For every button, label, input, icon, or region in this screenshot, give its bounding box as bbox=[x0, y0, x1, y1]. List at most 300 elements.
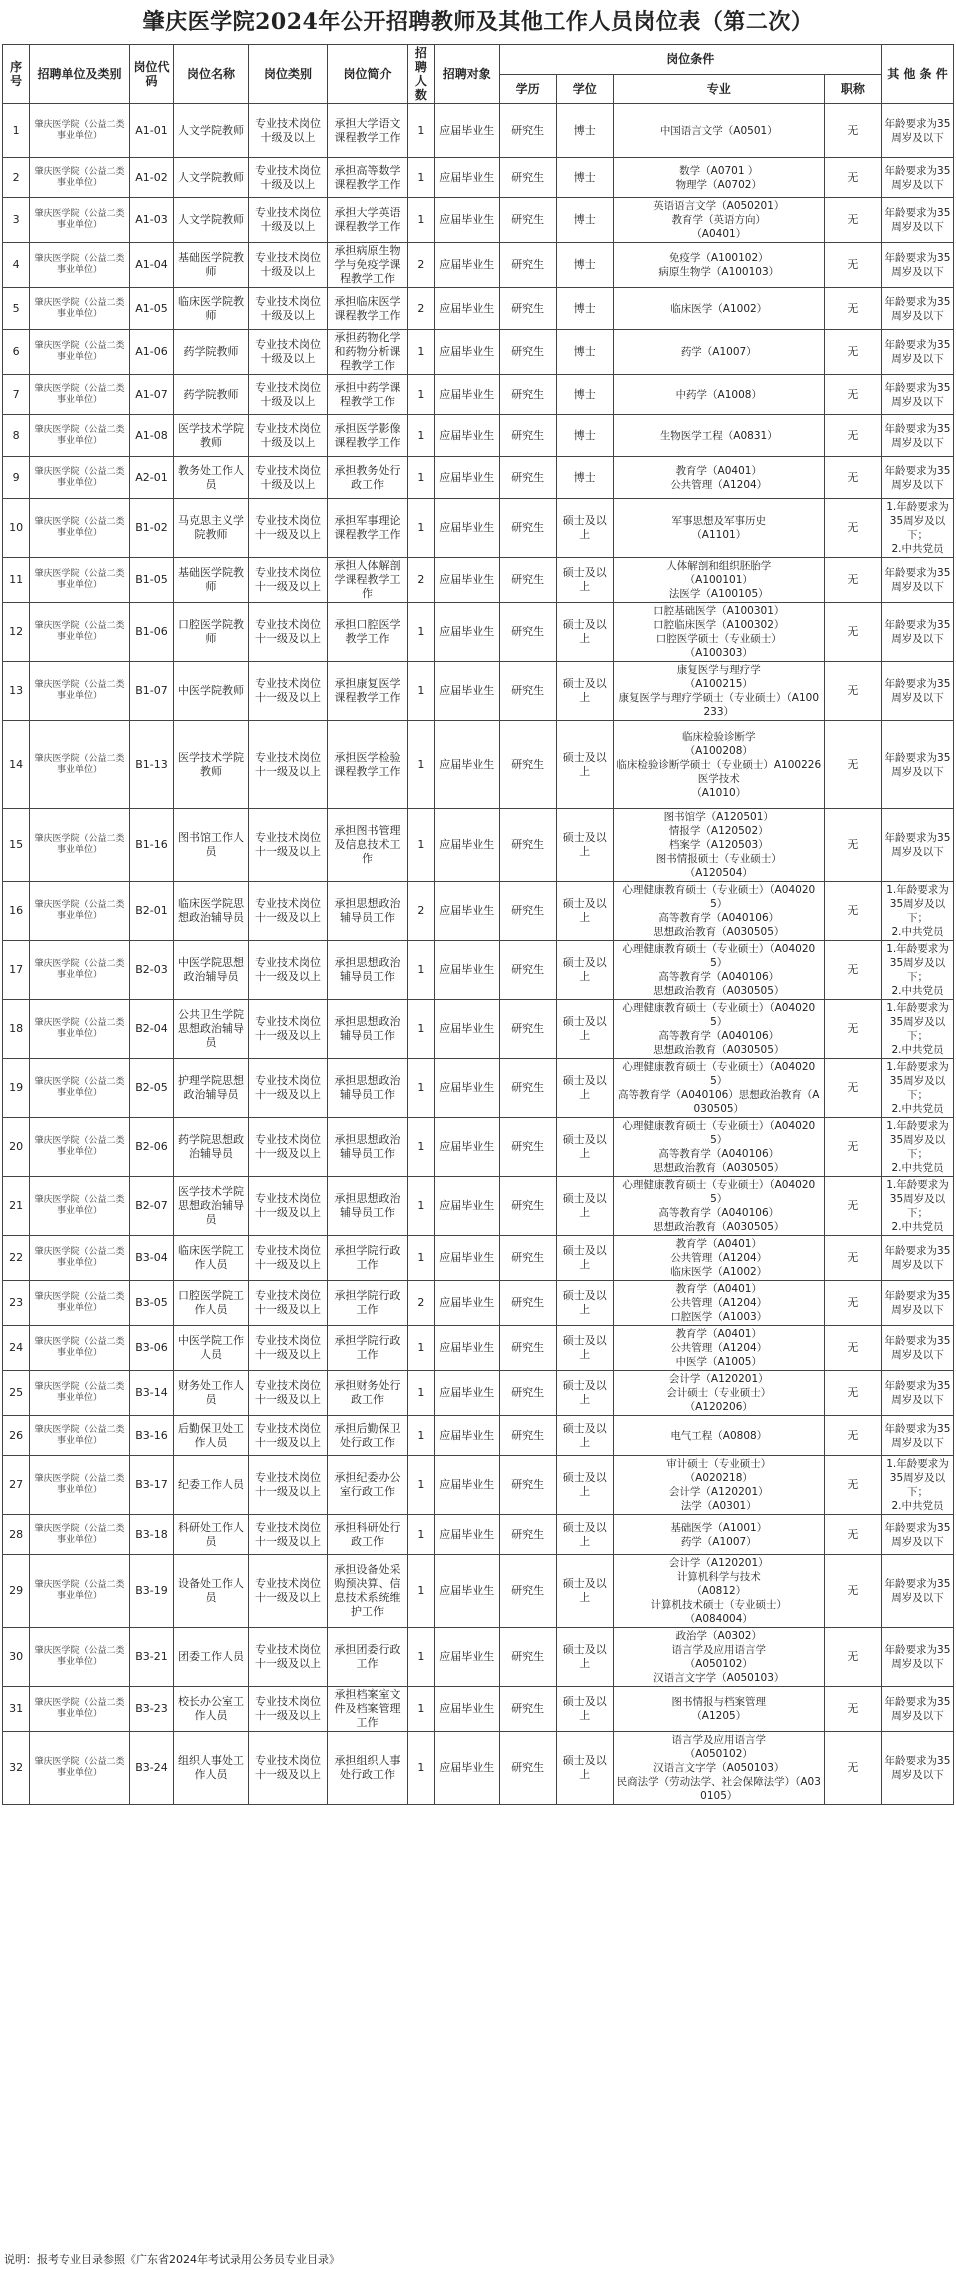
cell-seq: 19 bbox=[3, 1059, 30, 1118]
cell-code: B2-07 bbox=[129, 1177, 174, 1236]
cell-major: 会计学（A120201） 计算机科学与技术 （A0812） 计算机技术硕士（专业硕士） （A084004） bbox=[613, 1555, 824, 1628]
cell-category: 专业技术岗位十一级及以上 bbox=[248, 1555, 327, 1628]
cell-code: B3-23 bbox=[129, 1687, 174, 1732]
cell-unit: 肇庆医学院（公益二类事业单位） bbox=[30, 1456, 129, 1515]
cell-major: 图书馆学（A120501） 情报学（A120502） 档案学（A120503） 图书情报硕士（专业硕士） （A120504） bbox=[613, 809, 824, 882]
cell-name: 医学技术学院教师 bbox=[174, 415, 248, 457]
table-row bbox=[3, 1326, 954, 1371]
cell-title: 无 bbox=[824, 1515, 881, 1555]
cell-major: 人体解剖和组织胚胎学 （A100101） 法医学（A100105） bbox=[613, 558, 824, 603]
cell-name: 团委工作人员 bbox=[174, 1628, 248, 1687]
cell-other: 年龄要求为35周岁及以下 bbox=[881, 1236, 953, 1281]
cell-unit: 肇庆医学院（公益二类事业单位） bbox=[30, 1281, 129, 1326]
table-row bbox=[3, 1118, 954, 1177]
cell-other: 年龄要求为35周岁及以下 bbox=[881, 158, 953, 198]
cell-category: 专业技术岗位十一级及以上 bbox=[248, 1416, 327, 1456]
cell-count: 1 bbox=[407, 1555, 434, 1628]
cell-target: 应届毕业生 bbox=[435, 198, 500, 243]
cell-major: 审计硕士（专业硕士） （A020218） 会计学（A120201） 法学（A0301） bbox=[613, 1456, 824, 1515]
cell-degree: 硕士及以上 bbox=[556, 662, 613, 721]
cell-name: 药学院教师 bbox=[174, 375, 248, 415]
cell-title: 无 bbox=[824, 457, 881, 499]
cell-intro: 承担思想政治辅导员工作 bbox=[328, 882, 407, 941]
cell-degree: 博士 bbox=[556, 457, 613, 499]
cell-title: 无 bbox=[824, 1326, 881, 1371]
cell-other: 1.年龄要求为35周岁及以下； 2.中共党员 bbox=[881, 1059, 953, 1118]
cell-name: 科研处工作人员 bbox=[174, 1515, 248, 1555]
cell-code: B2-01 bbox=[129, 882, 174, 941]
cell-other: 1.年龄要求为35周岁及以下； 2.中共党员 bbox=[881, 882, 953, 941]
cell-seq: 7 bbox=[3, 375, 30, 415]
cell-seq: 1 bbox=[3, 104, 30, 158]
cell-major: 会计学（A120201） 会计硕士（专业硕士） （A120206） bbox=[613, 1371, 824, 1416]
cell-category: 专业技术岗位十一级及以上 bbox=[248, 1118, 327, 1177]
cell-education: 研究生 bbox=[499, 198, 556, 243]
cell-title: 无 bbox=[824, 104, 881, 158]
cell-unit: 肇庆医学院（公益二类事业单位） bbox=[30, 1118, 129, 1177]
cell-category: 专业技术岗位十级及以上 bbox=[248, 104, 327, 158]
cell-title: 无 bbox=[824, 603, 881, 662]
cell-intro: 承担高等数学课程教学工作 bbox=[328, 158, 407, 198]
cell-intro: 承担学院行政工作 bbox=[328, 1236, 407, 1281]
cell-title: 无 bbox=[824, 1059, 881, 1118]
cell-name: 马克思主义学院教师 bbox=[174, 499, 248, 558]
cell-title: 无 bbox=[824, 1456, 881, 1515]
cell-count: 1 bbox=[407, 1000, 434, 1059]
cell-unit: 肇庆医学院（公益二类事业单位） bbox=[30, 1628, 129, 1687]
header-conditions: 岗位条件 bbox=[499, 45, 881, 75]
cell-target: 应届毕业生 bbox=[435, 809, 500, 882]
cell-target: 应届毕业生 bbox=[435, 415, 500, 457]
cell-code: B3-06 bbox=[129, 1326, 174, 1371]
cell-intro: 承担大学语文课程教学工作 bbox=[328, 104, 407, 158]
cell-title: 无 bbox=[824, 1416, 881, 1456]
table-row bbox=[3, 1732, 954, 1805]
table-row bbox=[3, 603, 954, 662]
cell-intro: 承担军事理论课程教学工作 bbox=[328, 499, 407, 558]
cell-unit: 肇庆医学院（公益二类事业单位） bbox=[30, 499, 129, 558]
cell-target: 应届毕业生 bbox=[435, 1177, 500, 1236]
cell-name: 医学技术学院思想政治辅导员 bbox=[174, 1177, 248, 1236]
cell-name: 口腔医学院教师 bbox=[174, 603, 248, 662]
positions-table bbox=[2, 44, 954, 1805]
cell-target: 应届毕业生 bbox=[435, 1628, 500, 1687]
cell-title: 无 bbox=[824, 375, 881, 415]
cell-category: 专业技术岗位十一级及以上 bbox=[248, 1456, 327, 1515]
cell-degree: 博士 bbox=[556, 375, 613, 415]
cell-degree: 硕士及以上 bbox=[556, 499, 613, 558]
cell-degree: 硕士及以上 bbox=[556, 721, 613, 809]
cell-target: 应届毕业生 bbox=[435, 1326, 500, 1371]
cell-other: 年龄要求为35周岁及以下 bbox=[881, 415, 953, 457]
table-row bbox=[3, 1281, 954, 1326]
cell-category: 专业技术岗位十一级及以上 bbox=[248, 1177, 327, 1236]
cell-intro: 承担图书管理及信息技术工作 bbox=[328, 809, 407, 882]
cell-seq: 27 bbox=[3, 1456, 30, 1515]
cell-other: 年龄要求为35周岁及以下 bbox=[881, 603, 953, 662]
cell-code: A1-02 bbox=[129, 158, 174, 198]
cell-education: 研究生 bbox=[499, 1732, 556, 1805]
cell-seq: 2 bbox=[3, 158, 30, 198]
cell-degree: 硕士及以上 bbox=[556, 1177, 613, 1236]
cell-code: B3-24 bbox=[129, 1732, 174, 1805]
cell-name: 教务处工作人员 bbox=[174, 457, 248, 499]
cell-count: 2 bbox=[407, 1281, 434, 1326]
cell-degree: 硕士及以上 bbox=[556, 1732, 613, 1805]
cell-degree: 硕士及以上 bbox=[556, 1416, 613, 1456]
cell-name: 临床医学院思想政治辅导员 bbox=[174, 882, 248, 941]
cell-intro: 承担设备处采购预决算、信息技术系统维护工作 bbox=[328, 1555, 407, 1628]
cell-code: A1-07 bbox=[129, 375, 174, 415]
cell-major: 心理健康教育硕士（专业硕士）（A040205） 高等教育学（A040106） 思想政治教育（A030505） bbox=[613, 941, 824, 1000]
cell-degree: 硕士及以上 bbox=[556, 1118, 613, 1177]
cell-name: 药学院教师 bbox=[174, 330, 248, 375]
cell-code: B1-16 bbox=[129, 809, 174, 882]
cell-unit: 肇庆医学院（公益二类事业单位） bbox=[30, 1515, 129, 1555]
cell-degree: 硕士及以上 bbox=[556, 1059, 613, 1118]
table-row bbox=[3, 1555, 954, 1628]
cell-target: 应届毕业生 bbox=[435, 499, 500, 558]
cell-count: 1 bbox=[407, 1416, 434, 1456]
cell-code: A1-05 bbox=[129, 288, 174, 330]
table-row bbox=[3, 1371, 954, 1416]
cell-unit: 肇庆医学院（公益二类事业单位） bbox=[30, 1732, 129, 1805]
cell-code: B2-05 bbox=[129, 1059, 174, 1118]
cell-degree: 硕士及以上 bbox=[556, 1326, 613, 1371]
cell-category: 专业技术岗位十一级及以上 bbox=[248, 1371, 327, 1416]
cell-count: 1 bbox=[407, 1326, 434, 1371]
cell-title: 无 bbox=[824, 662, 881, 721]
cell-title: 无 bbox=[824, 1371, 881, 1416]
cell-seq: 20 bbox=[3, 1118, 30, 1177]
cell-title: 无 bbox=[824, 558, 881, 603]
cell-major: 电气工程（A0808） bbox=[613, 1416, 824, 1456]
cell-count: 1 bbox=[407, 1236, 434, 1281]
cell-intro: 承担药物化学和药物分析课程教学工作 bbox=[328, 330, 407, 375]
cell-seq: 4 bbox=[3, 243, 30, 288]
cell-degree: 硕士及以上 bbox=[556, 809, 613, 882]
cell-title: 无 bbox=[824, 330, 881, 375]
cell-major: 图书情报与档案管理 （A1205） bbox=[613, 1687, 824, 1732]
cell-name: 后勤保卫处工作人员 bbox=[174, 1416, 248, 1456]
table-row bbox=[3, 104, 954, 158]
cell-title: 无 bbox=[824, 1236, 881, 1281]
cell-name: 公共卫生学院思想政治辅导员 bbox=[174, 1000, 248, 1059]
cell-major: 心理健康教育硕士（专业硕士）（A040205） 高等教育学（A040106） 思想政治教育（A030505） bbox=[613, 882, 824, 941]
cell-intro: 承担口腔医学教学工作 bbox=[328, 603, 407, 662]
cell-code: B3-05 bbox=[129, 1281, 174, 1326]
cell-education: 研究生 bbox=[499, 882, 556, 941]
cell-count: 1 bbox=[407, 721, 434, 809]
cell-name: 中医学院思想政治辅导员 bbox=[174, 941, 248, 1000]
cell-target: 应届毕业生 bbox=[435, 941, 500, 1000]
cell-education: 研究生 bbox=[499, 1628, 556, 1687]
cell-major: 临床检验诊断学 （A100208） 临床检验诊断学硕士（专业硕士）A100226 医学技术 （A1010） bbox=[613, 721, 824, 809]
cell-title: 无 bbox=[824, 882, 881, 941]
cell-code: B3-14 bbox=[129, 1371, 174, 1416]
cell-intro: 承担教务处行政工作 bbox=[328, 457, 407, 499]
cell-degree: 博士 bbox=[556, 243, 613, 288]
cell-code: A1-01 bbox=[129, 104, 174, 158]
cell-code: B1-06 bbox=[129, 603, 174, 662]
cell-category: 专业技术岗位十一级及以上 bbox=[248, 1281, 327, 1326]
cell-intro: 承担医学影像课程教学工作 bbox=[328, 415, 407, 457]
cell-name: 图书馆工作人员 bbox=[174, 809, 248, 882]
table-row bbox=[3, 375, 954, 415]
cell-education: 研究生 bbox=[499, 1371, 556, 1416]
cell-count: 1 bbox=[407, 1515, 434, 1555]
cell-code: B1-07 bbox=[129, 662, 174, 721]
cell-degree: 博士 bbox=[556, 330, 613, 375]
cell-category: 专业技术岗位十级及以上 bbox=[248, 243, 327, 288]
table-row bbox=[3, 1456, 954, 1515]
cell-code: B3-21 bbox=[129, 1628, 174, 1687]
table-row bbox=[3, 941, 954, 1000]
cell-unit: 肇庆医学院（公益二类事业单位） bbox=[30, 243, 129, 288]
cell-name: 组织人事处工作人员 bbox=[174, 1732, 248, 1805]
cell-unit: 肇庆医学院（公益二类事业单位） bbox=[30, 809, 129, 882]
cell-title: 无 bbox=[824, 243, 881, 288]
footnote: 说明：报考专业目录参照《广东省2024年考试录用公务员专业目录》 bbox=[4, 2253, 340, 2266]
cell-count: 1 bbox=[407, 1059, 434, 1118]
cell-title: 无 bbox=[824, 1281, 881, 1326]
cell-unit: 肇庆医学院（公益二类事业单位） bbox=[30, 941, 129, 1000]
cell-target: 应届毕业生 bbox=[435, 721, 500, 809]
cell-title: 无 bbox=[824, 1000, 881, 1059]
cell-count: 1 bbox=[407, 1177, 434, 1236]
cell-target: 应届毕业生 bbox=[435, 1555, 500, 1628]
cell-education: 研究生 bbox=[499, 158, 556, 198]
cell-intro: 承担学院行政工作 bbox=[328, 1281, 407, 1326]
cell-target: 应届毕业生 bbox=[435, 1059, 500, 1118]
cell-target: 应届毕业生 bbox=[435, 1236, 500, 1281]
cell-code: B2-03 bbox=[129, 941, 174, 1000]
cell-intro: 承担纪委办公室行政工作 bbox=[328, 1456, 407, 1515]
cell-intro: 承担中药学课程教学工作 bbox=[328, 375, 407, 415]
cell-name: 纪委工作人员 bbox=[174, 1456, 248, 1515]
cell-name: 校长办公室工作人员 bbox=[174, 1687, 248, 1732]
header-count: 招聘人数 bbox=[407, 45, 434, 104]
cell-education: 研究生 bbox=[499, 1118, 556, 1177]
cell-major: 基础医学（A1001） 药学（A1007） bbox=[613, 1515, 824, 1555]
cell-target: 应届毕业生 bbox=[435, 457, 500, 499]
cell-degree: 硕士及以上 bbox=[556, 882, 613, 941]
cell-count: 2 bbox=[407, 288, 434, 330]
cell-category: 专业技术岗位十一级及以上 bbox=[248, 662, 327, 721]
cell-category: 专业技术岗位十一级及以上 bbox=[248, 1687, 327, 1732]
cell-major: 生物医学工程（A0831） bbox=[613, 415, 824, 457]
cell-education: 研究生 bbox=[499, 1281, 556, 1326]
cell-education: 研究生 bbox=[499, 330, 556, 375]
cell-category: 专业技术岗位十级及以上 bbox=[248, 457, 327, 499]
table-row bbox=[3, 1000, 954, 1059]
cell-target: 应届毕业生 bbox=[435, 1687, 500, 1732]
cell-degree: 硕士及以上 bbox=[556, 1371, 613, 1416]
cell-other: 年龄要求为35周岁及以下 bbox=[881, 558, 953, 603]
table-row bbox=[3, 809, 954, 882]
cell-intro: 承担学院行政工作 bbox=[328, 1326, 407, 1371]
cell-unit: 肇庆医学院（公益二类事业单位） bbox=[30, 1236, 129, 1281]
cell-name: 临床医学院教师 bbox=[174, 288, 248, 330]
cell-other: 年龄要求为35周岁及以下 bbox=[881, 1281, 953, 1326]
cell-intro: 承担思想政治辅导员工作 bbox=[328, 941, 407, 1000]
cell-target: 应届毕业生 bbox=[435, 1281, 500, 1326]
table-row bbox=[3, 457, 954, 499]
cell-seq: 32 bbox=[3, 1732, 30, 1805]
cell-intro: 承担财务处行政工作 bbox=[328, 1371, 407, 1416]
cell-intro: 承担科研处行政工作 bbox=[328, 1515, 407, 1555]
cell-other: 年龄要求为35周岁及以下 bbox=[881, 1515, 953, 1555]
table-row bbox=[3, 288, 954, 330]
header-name: 岗位名称 bbox=[174, 45, 248, 104]
cell-unit: 肇庆医学院（公益二类事业单位） bbox=[30, 1059, 129, 1118]
cell-category: 专业技术岗位十级及以上 bbox=[248, 158, 327, 198]
cell-count: 2 bbox=[407, 243, 434, 288]
cell-education: 研究生 bbox=[499, 558, 556, 603]
cell-unit: 肇庆医学院（公益二类事业单位） bbox=[30, 603, 129, 662]
cell-degree: 硕士及以上 bbox=[556, 1000, 613, 1059]
cell-seq: 24 bbox=[3, 1326, 30, 1371]
cell-target: 应届毕业生 bbox=[435, 662, 500, 721]
cell-major: 心理健康教育硕士（专业硕士）（A040205） 高等教育学（A040106） 思想政治教育（A030505） bbox=[613, 1118, 824, 1177]
cell-intro: 承担康复医学课程教学工作 bbox=[328, 662, 407, 721]
cell-title: 无 bbox=[824, 721, 881, 809]
cell-education: 研究生 bbox=[499, 603, 556, 662]
cell-major: 心理健康教育硕士（专业硕士）（A040205） 高等教育学（A040106） 思想政治教育（A030505） bbox=[613, 1177, 824, 1236]
cell-count: 1 bbox=[407, 158, 434, 198]
header-unit: 招聘单位及类别 bbox=[30, 45, 129, 104]
cell-other: 年龄要求为35周岁及以下 bbox=[881, 1416, 953, 1456]
table-row bbox=[3, 499, 954, 558]
cell-target: 应届毕业生 bbox=[435, 1456, 500, 1515]
cell-target: 应届毕业生 bbox=[435, 243, 500, 288]
cell-code: A1-06 bbox=[129, 330, 174, 375]
cell-education: 研究生 bbox=[499, 1059, 556, 1118]
cell-category: 专业技术岗位十一级及以上 bbox=[248, 1326, 327, 1371]
table-row bbox=[3, 721, 954, 809]
cell-seq: 6 bbox=[3, 330, 30, 375]
cell-education: 研究生 bbox=[499, 375, 556, 415]
cell-degree: 硕士及以上 bbox=[556, 1515, 613, 1555]
cell-major: 教育学（A0401） 公共管理（A1204） 口腔医学（A1003） bbox=[613, 1281, 824, 1326]
cell-target: 应届毕业生 bbox=[435, 1000, 500, 1059]
cell-category: 专业技术岗位十一级及以上 bbox=[248, 809, 327, 882]
cell-count: 1 bbox=[407, 104, 434, 158]
cell-name: 中医学院教师 bbox=[174, 662, 248, 721]
cell-category: 专业技术岗位十一级及以上 bbox=[248, 721, 327, 809]
cell-unit: 肇庆医学院（公益二类事业单位） bbox=[30, 375, 129, 415]
cell-code: A1-08 bbox=[129, 415, 174, 457]
table-row bbox=[3, 1236, 954, 1281]
cell-unit: 肇庆医学院（公益二类事业单位） bbox=[30, 882, 129, 941]
cell-unit: 肇庆医学院（公益二类事业单位） bbox=[30, 415, 129, 457]
cell-seq: 9 bbox=[3, 457, 30, 499]
cell-category: 专业技术岗位十一级及以上 bbox=[248, 1515, 327, 1555]
cell-count: 1 bbox=[407, 1687, 434, 1732]
cell-target: 应届毕业生 bbox=[435, 104, 500, 158]
cell-target: 应届毕业生 bbox=[435, 603, 500, 662]
table-row bbox=[3, 158, 954, 198]
cell-code: B3-18 bbox=[129, 1515, 174, 1555]
cell-unit: 肇庆医学院（公益二类事业单位） bbox=[30, 158, 129, 198]
cell-seq: 28 bbox=[3, 1515, 30, 1555]
cell-count: 1 bbox=[407, 1371, 434, 1416]
cell-other: 1.年龄要求为35周岁及以下； 2.中共党员 bbox=[881, 941, 953, 1000]
cell-count: 1 bbox=[407, 662, 434, 721]
cell-other: 1.年龄要求为35周岁及以下； 2.中共党员 bbox=[881, 1177, 953, 1236]
cell-other: 年龄要求为35周岁及以下 bbox=[881, 1687, 953, 1732]
cell-seq: 14 bbox=[3, 721, 30, 809]
cell-target: 应届毕业生 bbox=[435, 1515, 500, 1555]
cell-code: B2-04 bbox=[129, 1000, 174, 1059]
cell-target: 应届毕业生 bbox=[435, 558, 500, 603]
cell-seq: 25 bbox=[3, 1371, 30, 1416]
cell-seq: 26 bbox=[3, 1416, 30, 1456]
cell-intro: 承担组织人事处行政工作 bbox=[328, 1732, 407, 1805]
cell-education: 研究生 bbox=[499, 1000, 556, 1059]
table-row bbox=[3, 1687, 954, 1732]
cell-degree: 博士 bbox=[556, 158, 613, 198]
cell-other: 年龄要求为35周岁及以下 bbox=[881, 1628, 953, 1687]
cell-category: 专业技术岗位十一级及以上 bbox=[248, 1059, 327, 1118]
cell-target: 应届毕业生 bbox=[435, 882, 500, 941]
cell-name: 财务处工作人员 bbox=[174, 1371, 248, 1416]
cell-degree: 博士 bbox=[556, 288, 613, 330]
cell-other: 年龄要求为35周岁及以下 bbox=[881, 288, 953, 330]
cell-count: 1 bbox=[407, 603, 434, 662]
cell-name: 基础医学院教师 bbox=[174, 558, 248, 603]
cell-other: 1.年龄要求为35周岁及以下； 2.中共党员 bbox=[881, 1118, 953, 1177]
cell-education: 研究生 bbox=[499, 457, 556, 499]
cell-other: 年龄要求为35周岁及以下 bbox=[881, 198, 953, 243]
cell-category: 专业技术岗位十一级及以上 bbox=[248, 1000, 327, 1059]
cell-seq: 29 bbox=[3, 1555, 30, 1628]
cell-education: 研究生 bbox=[499, 1515, 556, 1555]
header-other: 其 他 条 件 bbox=[881, 45, 953, 104]
cell-major: 中药学（A1008） bbox=[613, 375, 824, 415]
cell-code: B1-13 bbox=[129, 721, 174, 809]
cell-major: 教育学（A0401） 公共管理（A1204） 临床医学（A1002） bbox=[613, 1236, 824, 1281]
header-degree: 学位 bbox=[556, 74, 613, 104]
cell-major: 语言学及应用语言学 （A050102） 汉语言文字学（A050103） 民商法学（劳动法学、社会保障法学）（A030105） bbox=[613, 1732, 824, 1805]
cell-category: 专业技术岗位十一级及以上 bbox=[248, 1236, 327, 1281]
cell-degree: 硕士及以上 bbox=[556, 1456, 613, 1515]
header-target: 招聘对象 bbox=[435, 45, 500, 104]
cell-code: B1-05 bbox=[129, 558, 174, 603]
table-row bbox=[3, 662, 954, 721]
cell-major: 中国语言文学（A0501） bbox=[613, 104, 824, 158]
cell-seq: 8 bbox=[3, 415, 30, 457]
cell-unit: 肇庆医学院（公益二类事业单位） bbox=[30, 1177, 129, 1236]
cell-title: 无 bbox=[824, 1732, 881, 1805]
cell-education: 研究生 bbox=[499, 1177, 556, 1236]
table-row bbox=[3, 1628, 954, 1687]
cell-degree: 硕士及以上 bbox=[556, 1628, 613, 1687]
cell-education: 研究生 bbox=[499, 809, 556, 882]
table-row bbox=[3, 198, 954, 243]
cell-name: 医学技术学院教师 bbox=[174, 721, 248, 809]
cell-target: 应届毕业生 bbox=[435, 1371, 500, 1416]
cell-intro: 承担临床医学课程教学工作 bbox=[328, 288, 407, 330]
cell-education: 研究生 bbox=[499, 1456, 556, 1515]
cell-name: 设备处工作人员 bbox=[174, 1555, 248, 1628]
cell-code: A2-01 bbox=[129, 457, 174, 499]
cell-degree: 博士 bbox=[556, 198, 613, 243]
cell-education: 研究生 bbox=[499, 1687, 556, 1732]
cell-major: 教育学（A0401） 公共管理（A1204） 中医学（A1005） bbox=[613, 1326, 824, 1371]
cell-title: 无 bbox=[824, 288, 881, 330]
cell-title: 无 bbox=[824, 1687, 881, 1732]
